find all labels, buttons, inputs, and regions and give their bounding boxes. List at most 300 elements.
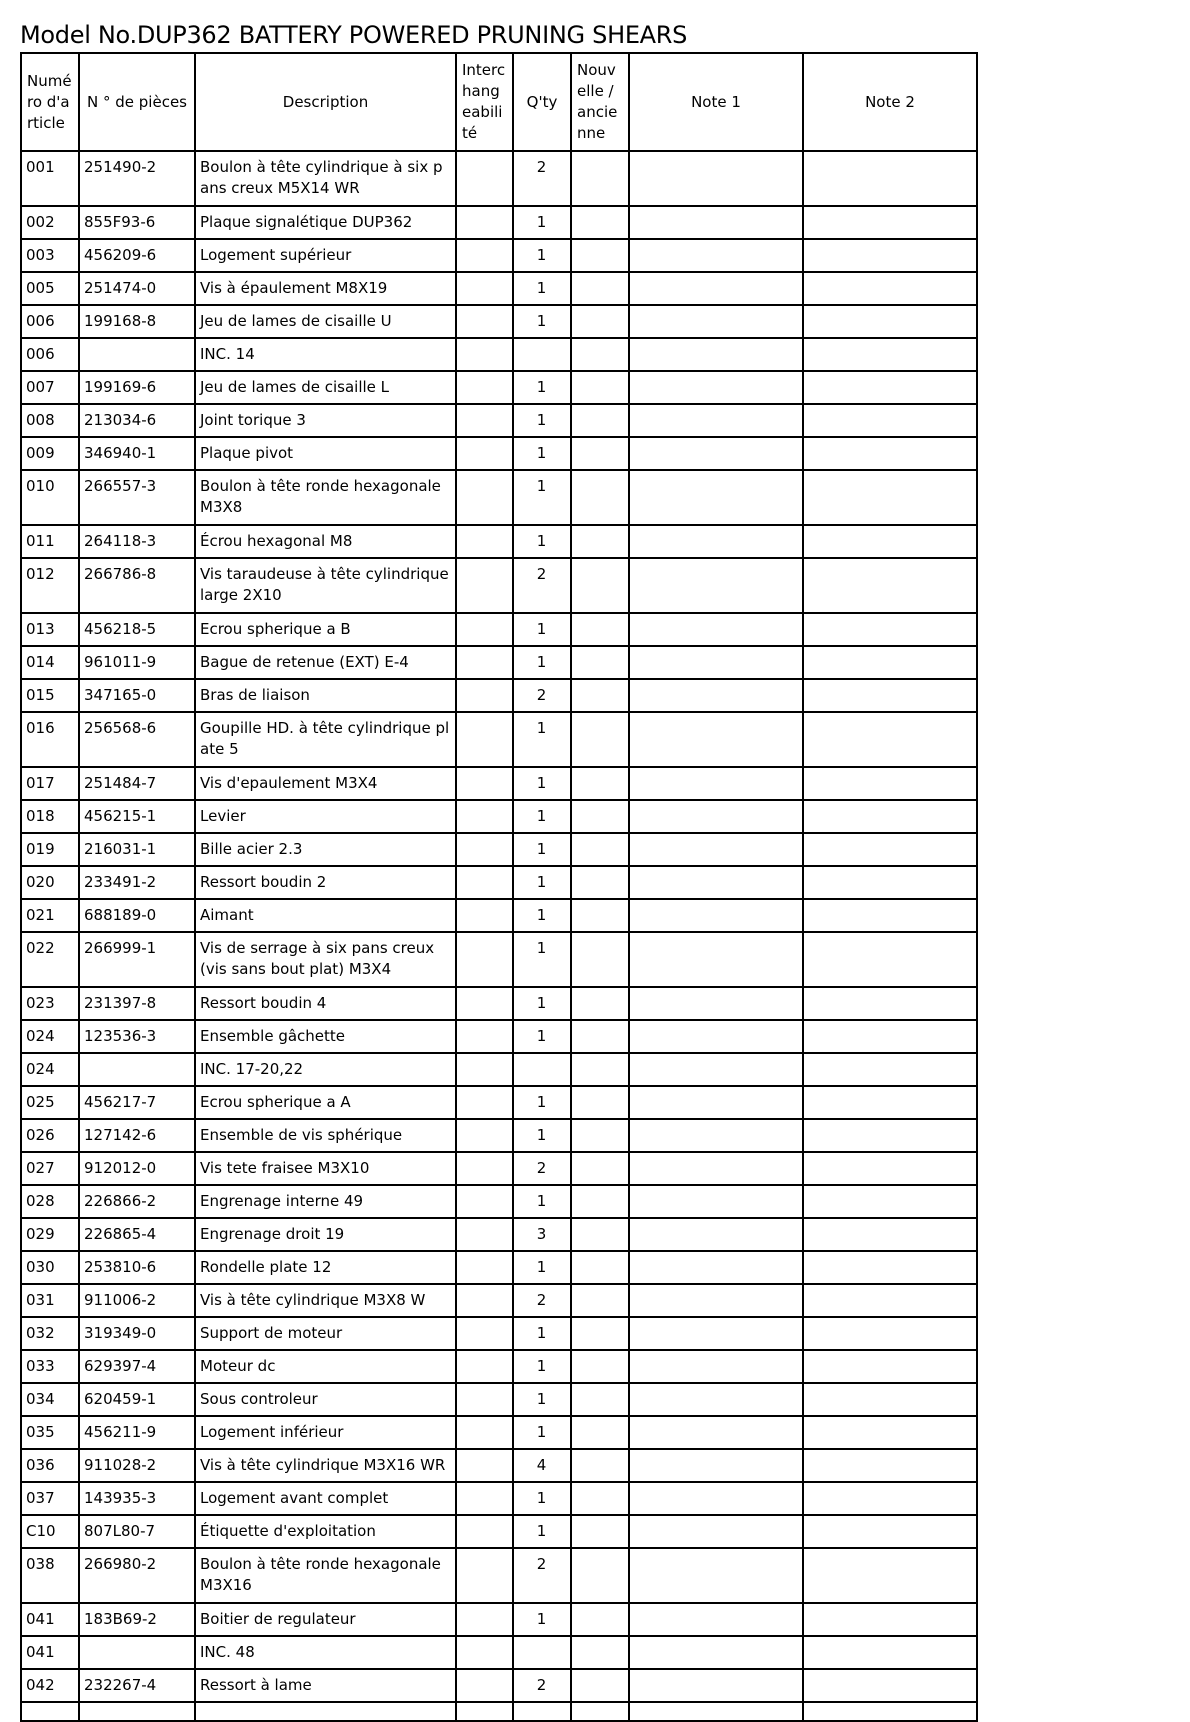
note1-cell (629, 1350, 803, 1383)
item-no-cell: 005 (21, 272, 79, 305)
part-no-cell: 231397-8 (79, 987, 195, 1020)
note1-cell (629, 1251, 803, 1284)
table-row (21, 371, 977, 404)
new-old-cell (571, 932, 629, 987)
item-no-cell: 012 (21, 558, 79, 613)
table-row (21, 272, 977, 305)
description-cell: Vis à tête cylindrique M3X16 WR (195, 1449, 456, 1482)
new-old-cell (571, 239, 629, 272)
item-no-cell: 006 (21, 338, 79, 371)
note1-cell (629, 833, 803, 866)
description-cell: Vis taraudeuse à tête cylindrique large 2X10 (195, 558, 456, 613)
note2-cell (803, 899, 977, 932)
qty-cell: 1 (513, 1383, 571, 1416)
new-old-cell (571, 525, 629, 558)
note1-cell (629, 646, 803, 679)
parts-table (20, 52, 978, 1722)
interchangeability-cell (456, 1020, 513, 1053)
note2-cell (803, 712, 977, 767)
description-cell: Bague de retenue (EXT) E-4 (195, 646, 456, 679)
part-no-cell: 347165-0 (79, 679, 195, 712)
part-no-cell: 456218-5 (79, 613, 195, 646)
new-old-cell (571, 1053, 629, 1086)
note2-cell (803, 1284, 977, 1317)
item-no-cell: 037 (21, 1482, 79, 1515)
note2-cell (803, 371, 977, 404)
new-old-cell (571, 1020, 629, 1053)
qty-cell: 1 (513, 866, 571, 899)
part-no-cell (79, 338, 195, 371)
part-no-cell: 226866-2 (79, 1185, 195, 1218)
description-cell: Rondelle plate 12 (195, 1251, 456, 1284)
interchangeability-cell (456, 1350, 513, 1383)
note2-cell (803, 1548, 977, 1603)
qty-cell: 1 (513, 1119, 571, 1152)
part-no-cell: 688189-0 (79, 899, 195, 932)
interchangeability-cell (456, 206, 513, 239)
new-old-cell (571, 1515, 629, 1548)
header-note2: Note 2 (803, 53, 977, 151)
description-cell: Jeu de lames de cisaille L (195, 371, 456, 404)
item-no-cell: 031 (21, 1284, 79, 1317)
note2-cell (803, 1515, 977, 1548)
interchangeability-cell (456, 1284, 513, 1317)
qty-cell: 1 (513, 1251, 571, 1284)
interchangeability-cell (456, 1218, 513, 1251)
note1-cell (629, 679, 803, 712)
table-row (21, 470, 977, 525)
description-cell: Ressort boudin 4 (195, 987, 456, 1020)
table-row (21, 1185, 977, 1218)
table-row (21, 437, 977, 470)
note1-cell (629, 470, 803, 525)
note2-cell (803, 1251, 977, 1284)
part-no-cell: 199168-8 (79, 305, 195, 338)
new-old-cell (571, 558, 629, 613)
part-no-cell: 855F93-6 (79, 206, 195, 239)
description-cell: Vis tete fraisee M3X10 (195, 1152, 456, 1185)
table-row (21, 833, 977, 866)
note1-cell (629, 371, 803, 404)
qty-cell: 1 (513, 987, 571, 1020)
interchangeability-cell (456, 338, 513, 371)
note1-cell (629, 866, 803, 899)
table-row (21, 1053, 977, 1086)
description-cell: Moteur dc (195, 1350, 456, 1383)
note1-cell (629, 1603, 803, 1636)
item-no-cell: 041 (21, 1636, 79, 1669)
part-no-cell: 264118-3 (79, 525, 195, 558)
part-no-cell: 911028-2 (79, 1449, 195, 1482)
table-row (21, 679, 977, 712)
table-row (21, 1284, 977, 1317)
item-no-cell: 002 (21, 206, 79, 239)
note2-cell (803, 338, 977, 371)
note1-cell (629, 1119, 803, 1152)
note1-cell (629, 932, 803, 987)
note1-cell (629, 437, 803, 470)
part-no-cell: 629397-4 (79, 1350, 195, 1383)
qty-cell: 2 (513, 151, 571, 206)
table-row (21, 404, 977, 437)
note2-cell (803, 151, 977, 206)
item-no-cell: 019 (21, 833, 79, 866)
note1-cell (629, 525, 803, 558)
header-part-no: N ° de pièces (79, 53, 195, 151)
note2-cell (803, 646, 977, 679)
description-cell: Vis à épaulement M8X19 (195, 272, 456, 305)
note2-cell (803, 272, 977, 305)
item-no-cell: 033 (21, 1350, 79, 1383)
new-old-cell (571, 712, 629, 767)
item-no-cell: 016 (21, 712, 79, 767)
item-no-cell: 010 (21, 470, 79, 525)
part-no-cell: 233491-2 (79, 866, 195, 899)
description-cell: Engrenage droit 19 (195, 1218, 456, 1251)
qty-cell: 1 (513, 525, 571, 558)
interchangeability-cell (456, 800, 513, 833)
qty-cell: 1 (513, 932, 571, 987)
item-no-cell: 041 (21, 1603, 79, 1636)
new-old-cell (571, 338, 629, 371)
empty-cell (513, 1702, 571, 1721)
note2-cell (803, 613, 977, 646)
note1-cell (629, 206, 803, 239)
note1-cell (629, 1086, 803, 1119)
note2-cell (803, 1119, 977, 1152)
new-old-cell (571, 1548, 629, 1603)
description-cell: Ensemble gâchette (195, 1020, 456, 1053)
item-no-cell: 003 (21, 239, 79, 272)
table-row (21, 1603, 977, 1636)
note2-cell (803, 1152, 977, 1185)
note1-cell (629, 1317, 803, 1350)
note2-cell (803, 866, 977, 899)
empty-cell (79, 1702, 195, 1721)
table-row (21, 1119, 977, 1152)
part-no-cell: 253810-6 (79, 1251, 195, 1284)
interchangeability-cell (456, 1152, 513, 1185)
part-no-cell: 251484-7 (79, 767, 195, 800)
description-cell: Joint torique 3 (195, 404, 456, 437)
qty-cell: 1 (513, 1603, 571, 1636)
part-no-cell: 911006-2 (79, 1284, 195, 1317)
note2-cell (803, 1449, 977, 1482)
interchangeability-cell (456, 1636, 513, 1669)
note2-cell (803, 1636, 977, 1669)
new-old-cell (571, 613, 629, 646)
interchangeability-cell (456, 151, 513, 206)
description-cell: Ensemble de vis sphérique (195, 1119, 456, 1152)
note2-cell (803, 1383, 977, 1416)
table-row (21, 712, 977, 767)
qty-cell: 2 (513, 679, 571, 712)
interchangeability-cell (456, 1449, 513, 1482)
description-cell: Vis d'epaulement M3X4 (195, 767, 456, 800)
description-cell: Goupille HD. à tête cylindrique plate 5 (195, 712, 456, 767)
interchangeability-cell (456, 1603, 513, 1636)
description-cell: Bras de liaison (195, 679, 456, 712)
qty-cell: 2 (513, 1284, 571, 1317)
new-old-cell (571, 1350, 629, 1383)
note2-cell (803, 239, 977, 272)
qty-cell: 1 (513, 437, 571, 470)
empty-cell (803, 1702, 977, 1721)
part-no-cell (79, 1636, 195, 1669)
qty-cell: 2 (513, 1152, 571, 1185)
item-no-cell: 026 (21, 1119, 79, 1152)
item-no-cell: 013 (21, 613, 79, 646)
header-qty: Q'ty (513, 53, 571, 151)
new-old-cell (571, 1317, 629, 1350)
interchangeability-cell (456, 1251, 513, 1284)
new-old-cell (571, 1251, 629, 1284)
part-no-cell: 266999-1 (79, 932, 195, 987)
note1-cell (629, 899, 803, 932)
part-no-cell: 143935-3 (79, 1482, 195, 1515)
table-row (21, 899, 977, 932)
new-old-cell (571, 1086, 629, 1119)
new-old-cell (571, 679, 629, 712)
note2-cell (803, 206, 977, 239)
note2-cell (803, 1603, 977, 1636)
empty-cell (456, 1702, 513, 1721)
new-old-cell (571, 470, 629, 525)
note1-cell (629, 1152, 803, 1185)
note1-cell (629, 712, 803, 767)
item-no-cell: 017 (21, 767, 79, 800)
item-no-cell: 008 (21, 404, 79, 437)
qty-cell: 1 (513, 239, 571, 272)
qty-cell: 1 (513, 1515, 571, 1548)
part-no-cell: 216031-1 (79, 833, 195, 866)
table-row (21, 1350, 977, 1383)
table-row (21, 613, 977, 646)
table-row (21, 1020, 977, 1053)
description-cell: INC. 48 (195, 1636, 456, 1669)
part-no-cell: 251474-0 (79, 272, 195, 305)
description-cell: Jeu de lames de cisaille U (195, 305, 456, 338)
item-no-cell: 007 (21, 371, 79, 404)
qty-cell: 1 (513, 371, 571, 404)
part-no-cell: 266980-2 (79, 1548, 195, 1603)
interchangeability-cell (456, 1383, 513, 1416)
new-old-cell (571, 1603, 629, 1636)
interchangeability-cell (456, 558, 513, 613)
qty-cell: 2 (513, 1548, 571, 1603)
note2-cell (803, 1218, 977, 1251)
qty-cell: 4 (513, 1449, 571, 1482)
table-row (21, 767, 977, 800)
empty-cell (21, 1702, 79, 1721)
description-cell: Boulon à tête ronde hexagonale M3X8 (195, 470, 456, 525)
note1-cell (629, 404, 803, 437)
new-old-cell (571, 1449, 629, 1482)
description-cell: Étiquette d'exploitation (195, 1515, 456, 1548)
part-no-cell: 456211-9 (79, 1416, 195, 1449)
qty-cell: 1 (513, 1416, 571, 1449)
description-cell: Vis à tête cylindrique M3X8 W (195, 1284, 456, 1317)
qty-cell (513, 1636, 571, 1669)
qty-cell: 1 (513, 1482, 571, 1515)
note1-cell (629, 1383, 803, 1416)
note2-cell (803, 1086, 977, 1119)
new-old-cell (571, 404, 629, 437)
part-no-cell: 807L80-7 (79, 1515, 195, 1548)
item-no-cell: 035 (21, 1416, 79, 1449)
note1-cell (629, 338, 803, 371)
new-old-cell (571, 151, 629, 206)
item-no-cell: 034 (21, 1383, 79, 1416)
description-cell: Ecrou spherique a B (195, 613, 456, 646)
item-no-cell: 042 (21, 1669, 79, 1702)
interchangeability-cell (456, 646, 513, 679)
note1-cell (629, 239, 803, 272)
qty-cell: 2 (513, 558, 571, 613)
note1-cell (629, 1416, 803, 1449)
new-old-cell (571, 272, 629, 305)
part-no-cell: 183B69-2 (79, 1603, 195, 1636)
part-no-cell: 123536-3 (79, 1020, 195, 1053)
note1-cell (629, 1020, 803, 1053)
note1-cell (629, 1218, 803, 1251)
note2-cell (803, 404, 977, 437)
table-row (21, 1548, 977, 1603)
table-row (21, 1449, 977, 1482)
table-row (21, 338, 977, 371)
qty-cell: 1 (513, 470, 571, 525)
new-old-cell (571, 833, 629, 866)
description-cell: Vis de serrage à six pans creux (vis sans bout plat) M3X4 (195, 932, 456, 987)
part-no-cell: 266786-8 (79, 558, 195, 613)
interchangeability-cell (456, 470, 513, 525)
part-no-cell: 456217-7 (79, 1086, 195, 1119)
part-no-cell: 456209-6 (79, 239, 195, 272)
note1-cell (629, 305, 803, 338)
note2-cell (803, 558, 977, 613)
note2-cell (803, 800, 977, 833)
item-no-cell: 020 (21, 866, 79, 899)
header-description: Description (195, 53, 456, 151)
new-old-cell (571, 437, 629, 470)
item-no-cell: 030 (21, 1251, 79, 1284)
new-old-cell (571, 1119, 629, 1152)
qty-cell: 1 (513, 800, 571, 833)
interchangeability-cell (456, 1185, 513, 1218)
header-new-old: Nouvelle / ancienne (571, 53, 629, 151)
item-no-cell: C10 (21, 1515, 79, 1548)
description-cell: Bille acier 2.3 (195, 833, 456, 866)
qty-cell: 1 (513, 1317, 571, 1350)
item-no-cell: 021 (21, 899, 79, 932)
description-cell: Ressort à lame (195, 1669, 456, 1702)
description-cell: INC. 14 (195, 338, 456, 371)
qty-cell: 1 (513, 1185, 571, 1218)
item-no-cell: 038 (21, 1548, 79, 1603)
note1-cell (629, 1548, 803, 1603)
part-no-cell: 127142-6 (79, 1119, 195, 1152)
note1-cell (629, 1515, 803, 1548)
new-old-cell (571, 767, 629, 800)
qty-cell (513, 1053, 571, 1086)
note1-cell (629, 151, 803, 206)
qty-cell: 1 (513, 767, 571, 800)
table-row (21, 239, 977, 272)
item-no-cell: 014 (21, 646, 79, 679)
empty-cell (571, 1702, 629, 1721)
item-no-cell: 028 (21, 1185, 79, 1218)
note2-cell (803, 470, 977, 525)
interchangeability-cell (456, 305, 513, 338)
interchangeability-cell (456, 679, 513, 712)
part-no-cell: 256568-6 (79, 712, 195, 767)
part-no-cell: 232267-4 (79, 1669, 195, 1702)
header-interchangeability: Interchangeabilité (456, 53, 513, 151)
part-no-cell: 319349-0 (79, 1317, 195, 1350)
part-no-cell: 199169-6 (79, 371, 195, 404)
part-no-cell: 226865-4 (79, 1218, 195, 1251)
note2-cell (803, 525, 977, 558)
interchangeability-cell (456, 932, 513, 987)
item-no-cell: 001 (21, 151, 79, 206)
interchangeability-cell (456, 1317, 513, 1350)
new-old-cell (571, 1636, 629, 1669)
table-row (21, 1482, 977, 1515)
note1-cell (629, 613, 803, 646)
interchangeability-cell (456, 899, 513, 932)
table-row (21, 151, 977, 206)
qty-cell: 3 (513, 1218, 571, 1251)
description-cell: Écrou hexagonal M8 (195, 525, 456, 558)
note2-cell (803, 1317, 977, 1350)
item-no-cell: 006 (21, 305, 79, 338)
item-no-cell: 011 (21, 525, 79, 558)
interchangeability-cell (456, 613, 513, 646)
table-row (21, 1251, 977, 1284)
item-no-cell: 025 (21, 1086, 79, 1119)
qty-cell: 1 (513, 404, 571, 437)
note1-cell (629, 1669, 803, 1702)
item-no-cell: 023 (21, 987, 79, 1020)
table-row (21, 987, 977, 1020)
item-no-cell: 015 (21, 679, 79, 712)
description-cell: Support de moteur (195, 1317, 456, 1350)
table-row (21, 525, 977, 558)
interchangeability-cell (456, 239, 513, 272)
item-no-cell: 027 (21, 1152, 79, 1185)
interchangeability-cell (456, 1416, 513, 1449)
note2-cell (803, 833, 977, 866)
table-row (21, 1669, 977, 1702)
part-no-cell: 620459-1 (79, 1383, 195, 1416)
qty-cell: 1 (513, 1350, 571, 1383)
new-old-cell (571, 899, 629, 932)
interchangeability-cell (456, 1086, 513, 1119)
item-no-cell: 022 (21, 932, 79, 987)
table-row (21, 1152, 977, 1185)
note2-cell (803, 1020, 977, 1053)
interchangeability-cell (456, 866, 513, 899)
note2-cell (803, 437, 977, 470)
note2-cell (803, 1669, 977, 1702)
interchangeability-cell (456, 1119, 513, 1152)
new-old-cell (571, 1284, 629, 1317)
note2-cell (803, 1185, 977, 1218)
interchangeability-cell (456, 371, 513, 404)
item-no-cell: 024 (21, 1053, 79, 1086)
qty-cell: 1 (513, 1086, 571, 1119)
interchangeability-cell (456, 712, 513, 767)
